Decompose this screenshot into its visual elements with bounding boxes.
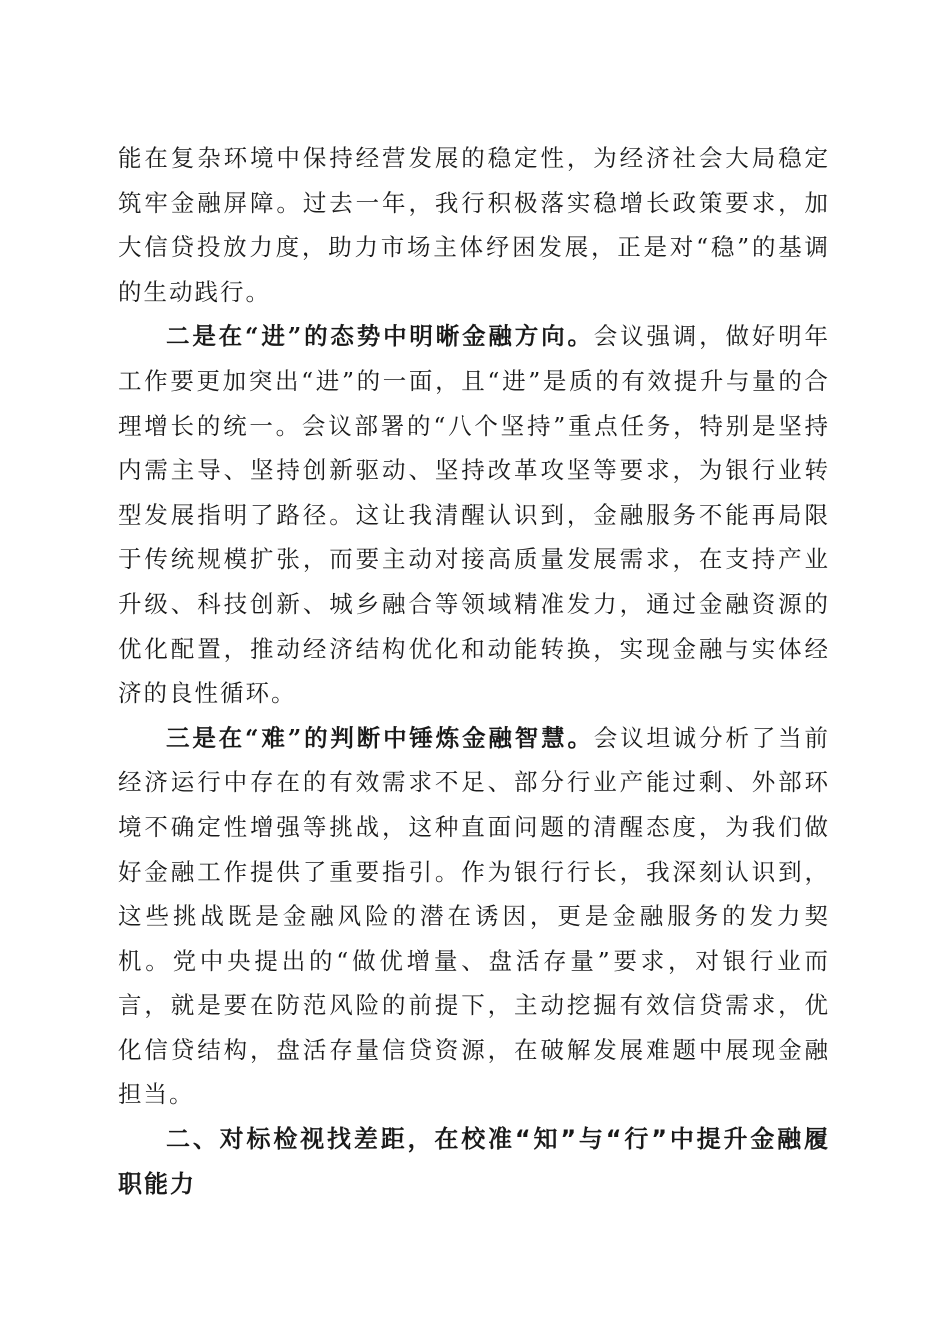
paragraph-text: 会议坦诚分析了当前经济运行中存在的有效需求不足、部分行业产能过剩、外部环境不确定性增强等挑战，这种直面问题的清醒态度，为我们做好金融工作提供了重要指引。作为银行行长，我深刻认识到，这些挑战既是金融风险的潜在诱因，更是金融服务的发力契机。党中央提出的“做优增量、盘活存量”要求，对银行业而言，就是要在防范风险的前提下，主动挖掘有效信贷需求，优化信贷结构，盘活存量信贷资源，在破解发展难题中展现金融担当。 (118, 723, 831, 1109)
paragraph-continuation (118, 136, 830, 314)
paragraph-text: 会议强调，做好明年工作要更加突出“进”的一面，且“进”是质的有效提升与量的合理增长的统一。会议部署的“八个坚持”重点任务，特别是坚持内需主导、坚持创新驱动、坚持改革攻坚等要求，为银行业转型发展指明了路径。这让我清醒认识到，金融服务不能再局限于传统规模扩张，而要主动对接高质量发展需求，在支持产业升级、科技创新、城乡融合等领域精准发力，通过金融资源的优化配置，推动经济结构优化和动能转换，实现金融与实体经济的良性循环。 (118, 322, 831, 708)
paragraph-point-two (118, 314, 830, 715)
document-page (118, 136, 830, 1206)
paragraph-lead: 三是在“难”的判断中锤炼金融智慧。 (166, 723, 594, 752)
section-heading: 二、对标检视找差距，在校准“知”与“行”中提升金融履职能力 (118, 1125, 830, 1198)
paragraph-point-three (118, 716, 830, 1117)
paragraph-text: 能在复杂环境中保持经营发展的稳定性，为经济社会大局稳定筑牢金融屏障。过去一年，我行积极落实稳增长政策要求，加大信贷投放力度，助力市场主体纾困发展，正是对“稳”的基调的生动践行。 (118, 144, 830, 306)
paragraph-lead: 二是在“进”的态势中明晰金融方向。 (166, 322, 594, 351)
